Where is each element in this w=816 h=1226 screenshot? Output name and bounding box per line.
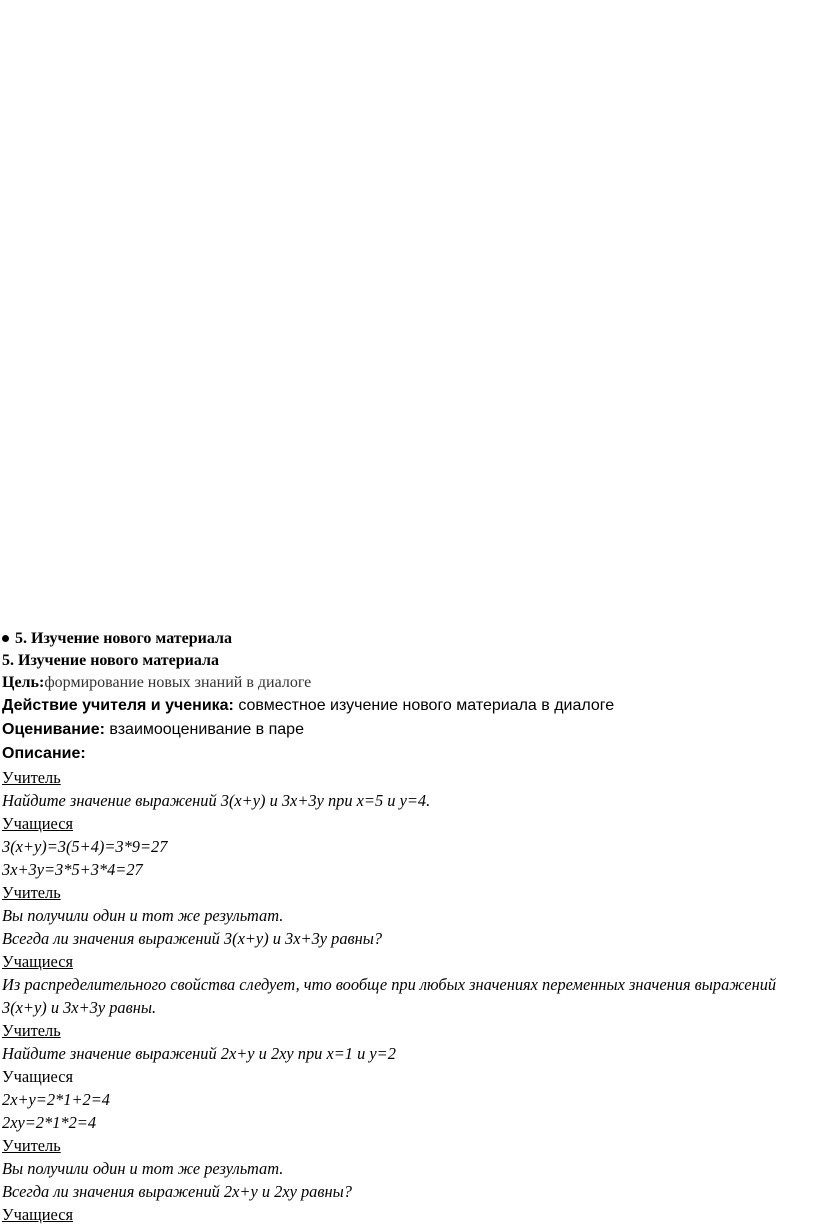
document-body [0,628,816,1226]
students-speech: Из распределительного свойства следует, что вообще при любых значениях переменных значения выражений 3(x+y) и 3x+3y равны. [2,975,777,1017]
teacher-speech: Всегда ли значения выражений 2x+y и 2xy равны? [2,1182,352,1201]
teacher-speech: Найдите значение выражений 3(x+y) и 3x+3y при x=5 и y=4. [2,791,431,810]
students-speech: 3(x+y)=3(5+4)=3*9=27 [2,837,168,856]
students-speech: 2x+y=2*1+2=4 [2,1090,110,1109]
bullet-icon [2,635,9,642]
assessment-label: Оценивание: [2,721,105,738]
assessment-text: взаимооценивание в паре [104,721,304,738]
speaker-teacher: Учитель [2,768,61,787]
teacher-speech: Всегда ли значения выражений 3(x+y) и 3x+3y равны? [2,929,383,948]
speaker-students: Учащиеся [2,814,74,833]
teacher-speech: Вы получили один и тот же результат. [2,906,284,925]
teacher-speech: Вы получили один и тот же результат. [2,1159,284,1178]
speaker-teacher: Учитель [2,1021,61,1040]
goal-label: Цель: [2,674,45,691]
goal-text: формирование новых знаний в диалоге [44,674,312,691]
bullet-heading [2,628,816,650]
students-speech: 3x+3y=3*5+3*4=27 [2,860,143,879]
section-title: 5. Изучение нового материала [2,652,219,669]
goal-line [2,672,816,694]
action-text: совместное изучение нового материала в диалоге [233,697,615,714]
action-line [2,694,816,718]
speaker-teacher: Учитель [2,1136,61,1155]
bullet-heading-text: 5. Изучение нового материала [15,630,232,647]
description-line [2,742,816,766]
speaker-students: Учащиеся [2,1205,74,1224]
speaker-teacher: Учитель [2,883,61,902]
action-label: Действие учителя и ученика: [2,697,234,714]
assessment-line [2,718,816,742]
speaker-students: Учащиеся [2,952,74,971]
students-speech: 2xy=2*1*2=4 [2,1113,97,1132]
description-label: Описание: [2,745,86,762]
teacher-speech: Найдите значение выражений 2x+y и 2xy при x=1 и y=2 [2,1044,396,1063]
speaker-students: Учащиеся [2,1067,74,1086]
